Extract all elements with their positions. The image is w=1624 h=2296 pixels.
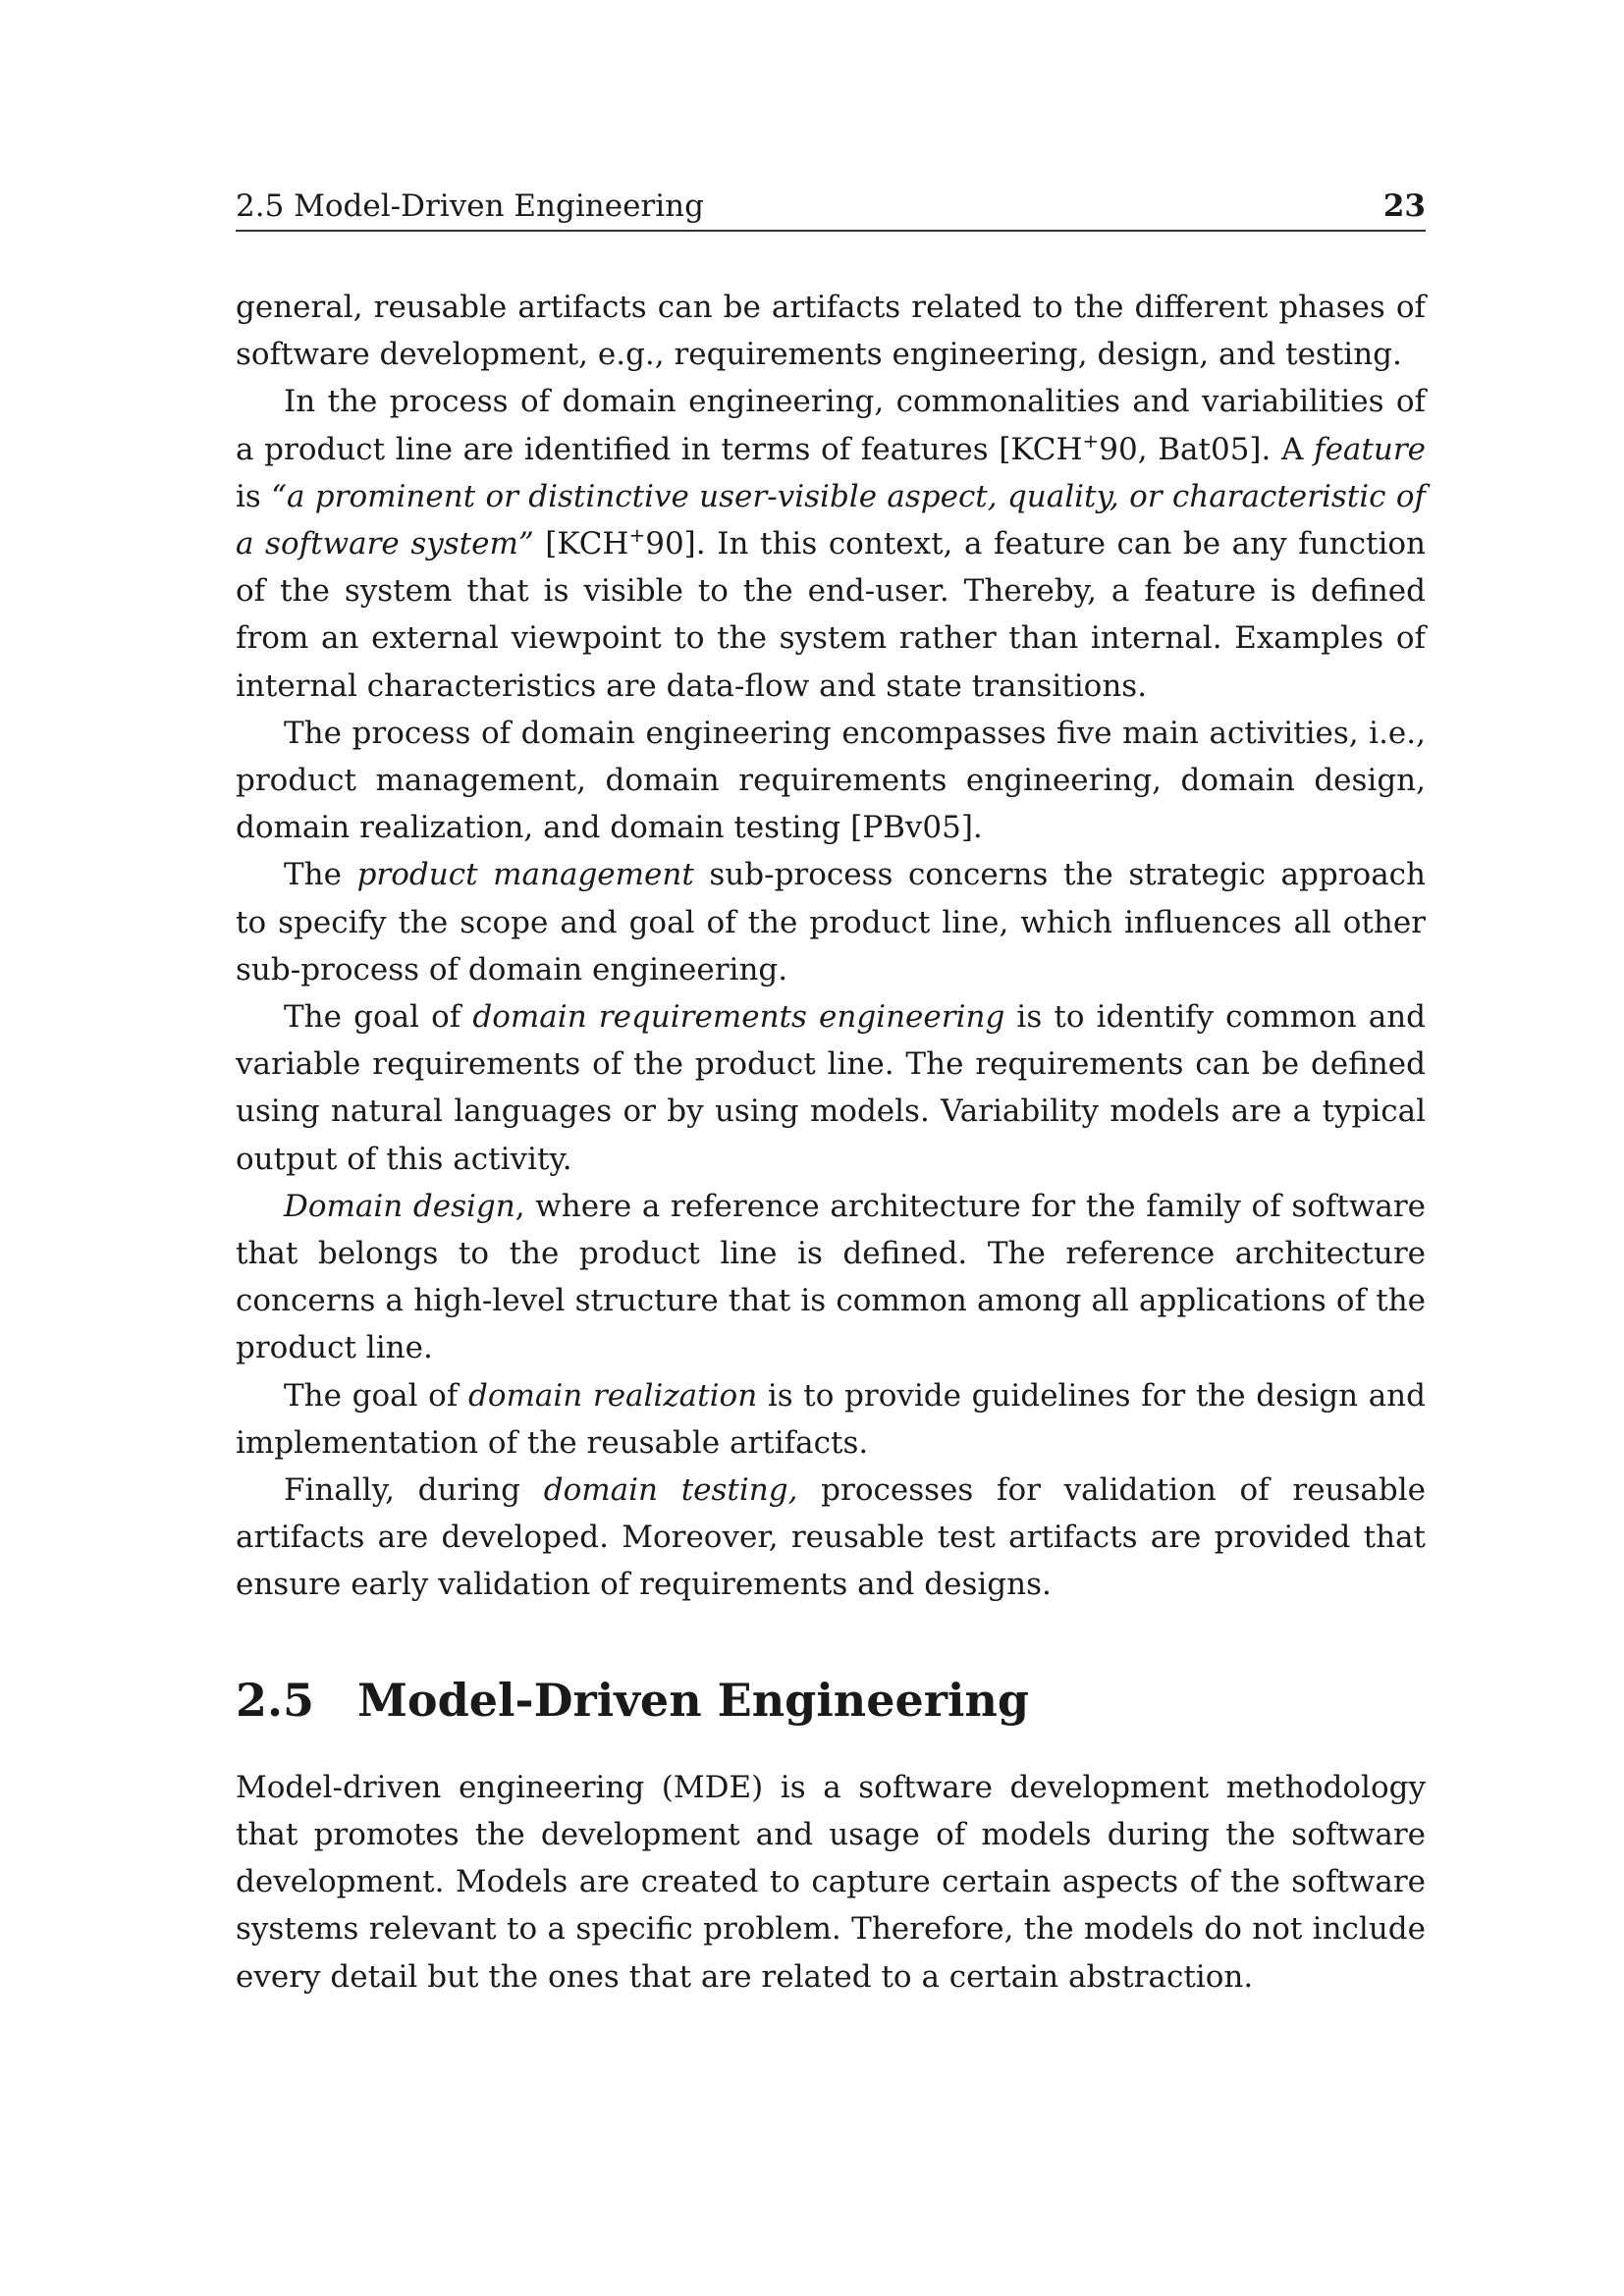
page-number: 23: [1382, 188, 1426, 224]
p8-text-a: Finally, during: [284, 1472, 544, 1509]
paragraph-1: general, reusable artifacts can be artifacts related to the different phases of software development, e.g., requirements engineering, design, and testing.: [236, 290, 1426, 373]
section-heading: [236, 1671, 1426, 1730]
running-header: [236, 187, 1426, 232]
p2-text-b: 90, Bat05]. A: [1099, 431, 1315, 467]
paragraph-6: [236, 1183, 1426, 1372]
p2-sup-2: +: [628, 523, 646, 548]
paragraph-7: [236, 1372, 1426, 1467]
section-paragraph-1: Model-driven engineering (MDE) is a software development methodology that promotes the development and usage of models during the software development. Models are created to capture certain aspects of the software systems relevant to a specific problem. Therefore, the models do not include every detail but the ones that are related to a certain abstraction.: [236, 1769, 1426, 1995]
p4-text-b: sub-process concerns the strategic approach to specify the scope and goal of the product line, which influences all other sub-process of domain engineering.: [236, 857, 1427, 988]
p6-text-b: , where a reference architecture for the family of software that belongs to the product line is defined. The reference architecture concerns a high-level structure that is common among all applications of the product line.: [236, 1188, 1426, 1366]
term-domain-testing: domain testing,: [543, 1472, 798, 1509]
paragraph-2: [236, 378, 1426, 709]
p8-text-b: processes for validation of reusable artifacts are developed. Moreover, reusable test artifacts are provided that ensure early validation of requirements and designs.: [236, 1472, 1427, 1603]
p5-text-b: is to identify common and variable requirements of the product line. The requirements can be defined using natural languages or by using models. Variability models are a typical output of this activity.: [236, 999, 1426, 1177]
p2-text-a: In the process of domain engineering, commonalities and variabilities of a product line are identified in terms of features [KCH: [236, 384, 1426, 467]
paragraph-4: [236, 851, 1426, 993]
p7-text-a: The goal of: [284, 1377, 468, 1414]
paragraph-8: [236, 1467, 1426, 1609]
p4-text-a: The: [284, 857, 357, 893]
term-domain-realization: domain realization: [467, 1377, 758, 1414]
page: [236, 187, 1426, 2001]
p2-text-c: is: [236, 478, 272, 514]
paragraph-3: The process of domain engineering encompasses five main activities, i.e., product management, domain requirements engineering, domain design, domain realization, and domain testing [PBv05].: [236, 715, 1426, 846]
p5-text-a: The goal of: [284, 999, 473, 1036]
running-title: 2.5 Model-Driven Engineering: [236, 188, 704, 224]
term-feature: feature: [1314, 431, 1426, 467]
p2-text-d: [KCH: [533, 526, 629, 562]
p2-sup-1: +: [1082, 428, 1100, 453]
p7-text-b: is to provide guidelines for the design and implementation of the reusable artifacts.: [236, 1377, 1426, 1461]
section-title: Model-Driven Engineering: [357, 1673, 1030, 1727]
term-domain-requirements-engineering: domain requirements engineering: [472, 999, 1005, 1036]
body-text: [236, 284, 1426, 1609]
section-body: [236, 1764, 1426, 2001]
section-number: 2.5: [236, 1673, 315, 1727]
feature-definition-quote: “a prominent or distinctive user-visible aspect, quality, or characteristic of a software system”: [236, 478, 1426, 562]
term-product-management: product management: [356, 857, 694, 893]
paragraph-5: [236, 993, 1426, 1183]
term-domain-design: Domain design: [284, 1188, 515, 1224]
p2-text-e: 90]. In this context, a feature can be any function of the system that is visible to the end-user. Thereby, a feature is defined from an external viewpoint to the system rather than internal. Examples of internal characteristics are data-flow and state transitions.: [236, 526, 1426, 704]
